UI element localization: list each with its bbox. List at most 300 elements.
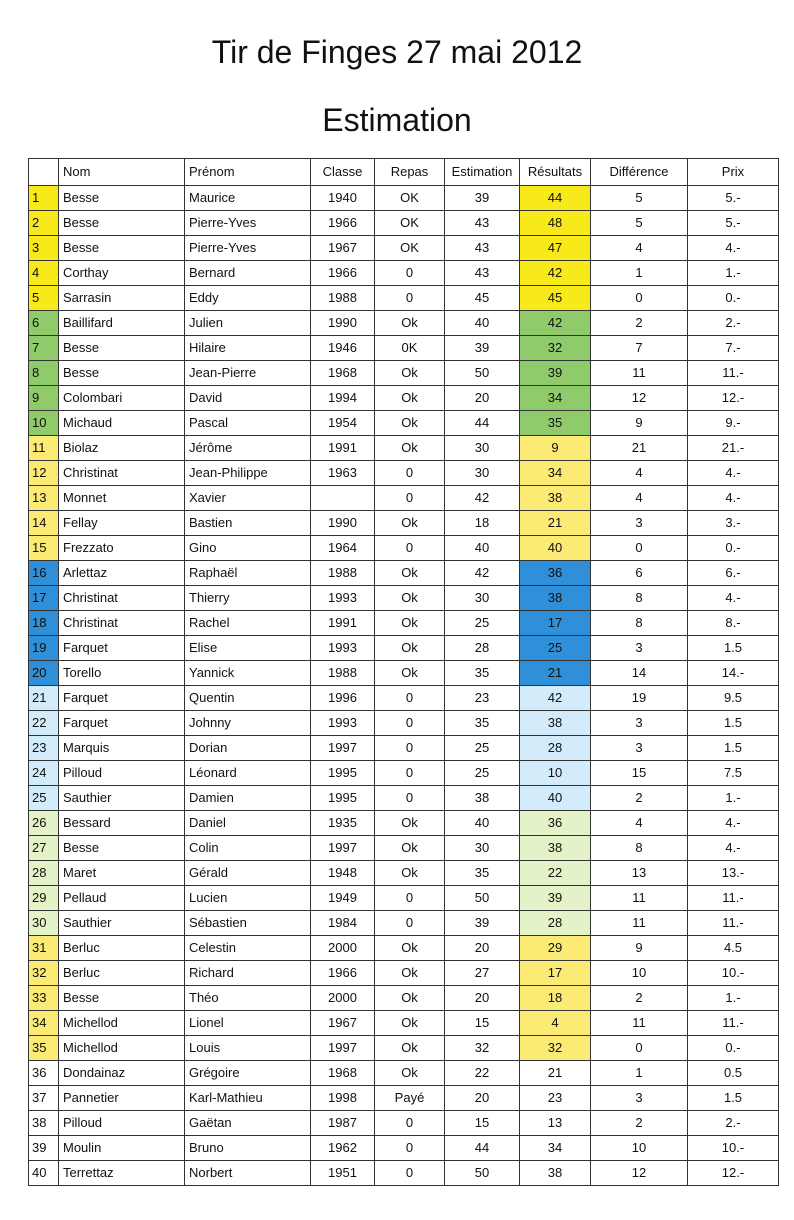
cell-classe: 1993 [311, 711, 375, 736]
cell-classe: 1993 [311, 586, 375, 611]
cell-difference: 0 [591, 1036, 688, 1061]
cell-num: 30 [29, 911, 59, 936]
cell-resultats: 36 [520, 811, 591, 836]
cell-num: 40 [29, 1161, 59, 1186]
cell-num: 36 [29, 1061, 59, 1086]
cell-nom: Terrettaz [59, 1161, 185, 1186]
header-difference: Différence [591, 159, 688, 186]
cell-repas: Ok [375, 961, 445, 986]
cell-prenom: Sébastien [185, 911, 311, 936]
cell-repas: Ok [375, 986, 445, 1011]
cell-num: 37 [29, 1086, 59, 1111]
cell-estimation: 15 [445, 1011, 520, 1036]
cell-repas: 0 [375, 761, 445, 786]
cell-repas: Ok [375, 936, 445, 961]
cell-classe: 1988 [311, 661, 375, 686]
cell-prenom: Jean-Philippe [185, 461, 311, 486]
cell-resultats: 18 [520, 986, 591, 1011]
cell-prenom: David [185, 386, 311, 411]
cell-prenom: Pierre-Yves [185, 236, 311, 261]
cell-estimation: 40 [445, 536, 520, 561]
cell-estimation: 43 [445, 236, 520, 261]
cell-num: 32 [29, 961, 59, 986]
table-row [29, 1161, 779, 1186]
cell-classe: 1951 [311, 1161, 375, 1186]
cell-repas: Payé [375, 1086, 445, 1111]
cell-classe: 1940 [311, 186, 375, 211]
cell-prenom: Karl-Mathieu [185, 1086, 311, 1111]
cell-resultats: 39 [520, 361, 591, 386]
cell-resultats: 45 [520, 286, 591, 311]
cell-classe: 2000 [311, 936, 375, 961]
cell-repas: Ok [375, 511, 445, 536]
table-body [29, 186, 779, 1186]
cell-estimation: 23 [445, 686, 520, 711]
cell-num: 3 [29, 236, 59, 261]
cell-repas: 0 [375, 536, 445, 561]
cell-difference: 10 [591, 961, 688, 986]
cell-nom: Dondainaz [59, 1061, 185, 1086]
cell-resultats: 17 [520, 961, 591, 986]
table-row [29, 1036, 779, 1061]
cell-num: 29 [29, 886, 59, 911]
cell-num: 38 [29, 1111, 59, 1136]
table-row [29, 811, 779, 836]
cell-num: 26 [29, 811, 59, 836]
cell-difference: 2 [591, 1111, 688, 1136]
cell-num: 33 [29, 986, 59, 1011]
cell-estimation: 28 [445, 636, 520, 661]
cell-prenom: Eddy [185, 286, 311, 311]
cell-classe: 1997 [311, 736, 375, 761]
cell-resultats: 35 [520, 411, 591, 436]
cell-prenom: Léonard [185, 761, 311, 786]
cell-repas: 0 [375, 486, 445, 511]
cell-estimation: 35 [445, 661, 520, 686]
cell-prix: 21.- [688, 436, 779, 461]
table-row [29, 786, 779, 811]
cell-difference: 3 [591, 736, 688, 761]
cell-num: 6 [29, 311, 59, 336]
cell-repas: 0 [375, 1111, 445, 1136]
cell-nom: Sauthier [59, 911, 185, 936]
cell-estimation: 35 [445, 711, 520, 736]
cell-estimation: 30 [445, 461, 520, 486]
cell-difference: 0 [591, 286, 688, 311]
page-title: Tir de Finges 27 mai 2012 [211, 34, 583, 70]
cell-difference: 12 [591, 1161, 688, 1186]
cell-classe: 1966 [311, 961, 375, 986]
cell-num: 4 [29, 261, 59, 286]
cell-repas: 0 [375, 261, 445, 286]
cell-repas: 0 [375, 711, 445, 736]
cell-estimation: 20 [445, 936, 520, 961]
cell-prix: 1.- [688, 261, 779, 286]
cell-classe: 1964 [311, 536, 375, 561]
cell-num: 16 [29, 561, 59, 586]
results-table [28, 158, 779, 1186]
cell-prix: 9.- [688, 411, 779, 436]
cell-estimation: 30 [445, 586, 520, 611]
cell-num: 34 [29, 1011, 59, 1036]
cell-prix: 4.- [688, 836, 779, 861]
cell-nom: Marquis [59, 736, 185, 761]
cell-classe: 1967 [311, 236, 375, 261]
cell-estimation: 44 [445, 1136, 520, 1161]
table-row [29, 636, 779, 661]
cell-difference: 19 [591, 686, 688, 711]
cell-prenom: Dorian [185, 736, 311, 761]
cell-prenom: Théo [185, 986, 311, 1011]
cell-prenom: Gaëtan [185, 1111, 311, 1136]
table-row [29, 761, 779, 786]
cell-num: 2 [29, 211, 59, 236]
cell-resultats: 21 [520, 1061, 591, 1086]
cell-classe: 1962 [311, 1136, 375, 1161]
cell-difference: 3 [591, 1086, 688, 1111]
cell-estimation: 25 [445, 736, 520, 761]
cell-resultats: 21 [520, 661, 591, 686]
table-row [29, 211, 779, 236]
cell-repas: OK [375, 186, 445, 211]
cell-repas: 0K [375, 336, 445, 361]
cell-prenom: Yannick [185, 661, 311, 686]
cell-difference: 2 [591, 311, 688, 336]
cell-resultats: 13 [520, 1111, 591, 1136]
cell-resultats: 23 [520, 1086, 591, 1111]
cell-estimation: 18 [445, 511, 520, 536]
cell-prix: 14.- [688, 661, 779, 686]
cell-resultats: 4 [520, 1011, 591, 1036]
cell-num: 18 [29, 611, 59, 636]
cell-classe: 1990 [311, 511, 375, 536]
cell-classe: 1946 [311, 336, 375, 361]
cell-repas: Ok [375, 586, 445, 611]
cell-prix: 10.- [688, 1136, 779, 1161]
cell-nom: Frezzato [59, 536, 185, 561]
cell-classe [311, 486, 375, 511]
cell-difference: 9 [591, 411, 688, 436]
cell-resultats: 25 [520, 636, 591, 661]
cell-nom: Berluc [59, 936, 185, 961]
cell-difference: 10 [591, 1136, 688, 1161]
cell-classe: 1949 [311, 886, 375, 911]
cell-repas: Ok [375, 636, 445, 661]
cell-resultats: 34 [520, 386, 591, 411]
cell-estimation: 43 [445, 211, 520, 236]
cell-difference: 15 [591, 761, 688, 786]
cell-prix: 1.5 [688, 1086, 779, 1111]
cell-prix: 12.- [688, 1161, 779, 1186]
table-row [29, 386, 779, 411]
cell-estimation: 15 [445, 1111, 520, 1136]
cell-prenom: Julien [185, 311, 311, 336]
cell-num: 23 [29, 736, 59, 761]
cell-nom: Christinat [59, 461, 185, 486]
table-row [29, 861, 779, 886]
cell-difference: 11 [591, 911, 688, 936]
cell-repas: 0 [375, 911, 445, 936]
cell-difference: 12 [591, 386, 688, 411]
cell-prenom: Jérôme [185, 436, 311, 461]
cell-nom: Besse [59, 336, 185, 361]
table-row [29, 261, 779, 286]
cell-repas: Ok [375, 611, 445, 636]
cell-nom: Pilloud [59, 761, 185, 786]
cell-estimation: 39 [445, 336, 520, 361]
cell-prix: 12.- [688, 386, 779, 411]
cell-classe: 1997 [311, 836, 375, 861]
cell-estimation: 32 [445, 1036, 520, 1061]
table-row [29, 236, 779, 261]
cell-nom: Berluc [59, 961, 185, 986]
table-row [29, 311, 779, 336]
cell-resultats: 32 [520, 1036, 591, 1061]
cell-prix: 10.- [688, 961, 779, 986]
cell-estimation: 38 [445, 786, 520, 811]
cell-num: 10 [29, 411, 59, 436]
cell-resultats: 28 [520, 736, 591, 761]
cell-estimation: 40 [445, 811, 520, 836]
cell-nom: Moulin [59, 1136, 185, 1161]
cell-classe: 1948 [311, 861, 375, 886]
cell-nom: Pannetier [59, 1086, 185, 1111]
cell-prix: 1.- [688, 986, 779, 1011]
table-row [29, 1136, 779, 1161]
cell-resultats: 17 [520, 611, 591, 636]
cell-prix: 11.- [688, 361, 779, 386]
table-row [29, 286, 779, 311]
cell-difference: 9 [591, 936, 688, 961]
cell-nom: Michellod [59, 1036, 185, 1061]
cell-repas: Ok [375, 386, 445, 411]
cell-repas: 0 [375, 886, 445, 911]
table-row [29, 986, 779, 1011]
cell-repas: 0 [375, 736, 445, 761]
cell-nom: Christinat [59, 611, 185, 636]
cell-difference: 11 [591, 1011, 688, 1036]
cell-num: 35 [29, 1036, 59, 1061]
cell-num: 7 [29, 336, 59, 361]
header-resultats: Résultats [520, 159, 591, 186]
cell-prix: 4.- [688, 461, 779, 486]
header-nom: Nom [59, 159, 185, 186]
cell-classe: 1987 [311, 1111, 375, 1136]
cell-num: 19 [29, 636, 59, 661]
cell-prenom: Pascal [185, 411, 311, 436]
cell-repas: OK [375, 211, 445, 236]
cell-prix: 5.- [688, 211, 779, 236]
cell-difference: 6 [591, 561, 688, 586]
cell-prenom: Bastien [185, 511, 311, 536]
cell-prenom: Maurice [185, 186, 311, 211]
header-num [29, 159, 59, 186]
cell-prix: 1.- [688, 786, 779, 811]
cell-resultats: 38 [520, 711, 591, 736]
cell-num: 27 [29, 836, 59, 861]
cell-repas: Ok [375, 861, 445, 886]
cell-prix: 4.- [688, 811, 779, 836]
cell-estimation: 30 [445, 836, 520, 861]
cell-difference: 0 [591, 536, 688, 561]
cell-repas: Ok [375, 436, 445, 461]
cell-resultats: 10 [520, 761, 591, 786]
cell-prenom: Pierre-Yves [185, 211, 311, 236]
cell-difference: 4 [591, 811, 688, 836]
cell-nom: Baillifard [59, 311, 185, 336]
cell-difference: 11 [591, 361, 688, 386]
header-repas: Repas [375, 159, 445, 186]
cell-nom: Besse [59, 186, 185, 211]
cell-repas: 0 [375, 1161, 445, 1186]
cell-prenom: Colin [185, 836, 311, 861]
cell-nom: Besse [59, 986, 185, 1011]
cell-prenom: Daniel [185, 811, 311, 836]
cell-prenom: Bruno [185, 1136, 311, 1161]
cell-resultats: 38 [520, 586, 591, 611]
cell-estimation: 35 [445, 861, 520, 886]
cell-resultats: 48 [520, 211, 591, 236]
cell-repas: Ok [375, 811, 445, 836]
cell-prix: 2.- [688, 311, 779, 336]
cell-estimation: 27 [445, 961, 520, 986]
table-row [29, 186, 779, 211]
cell-prix: 5.- [688, 186, 779, 211]
cell-prenom: Jean-Pierre [185, 361, 311, 386]
cell-prix: 7.- [688, 336, 779, 361]
cell-prenom: Raphaël [185, 561, 311, 586]
cell-difference: 3 [591, 511, 688, 536]
cell-resultats: 32 [520, 336, 591, 361]
cell-prix: 4.5 [688, 936, 779, 961]
cell-repas: 0 [375, 286, 445, 311]
cell-difference: 8 [591, 836, 688, 861]
table-row [29, 836, 779, 861]
cell-num: 1 [29, 186, 59, 211]
table-row [29, 436, 779, 461]
cell-prenom: Johnny [185, 711, 311, 736]
cell-prix: 9.5 [688, 686, 779, 711]
cell-nom: Besse [59, 211, 185, 236]
cell-repas: 0 [375, 686, 445, 711]
cell-difference: 8 [591, 611, 688, 636]
cell-num: 15 [29, 536, 59, 561]
cell-repas: Ok [375, 661, 445, 686]
cell-num: 21 [29, 686, 59, 711]
cell-classe: 1993 [311, 636, 375, 661]
cell-prenom: Lucien [185, 886, 311, 911]
table-row [29, 1111, 779, 1136]
table-row [29, 686, 779, 711]
cell-resultats: 21 [520, 511, 591, 536]
table-row [29, 936, 779, 961]
cell-nom: Michellod [59, 1011, 185, 1036]
cell-nom: Farquet [59, 686, 185, 711]
cell-resultats: 38 [520, 486, 591, 511]
cell-difference: 3 [591, 711, 688, 736]
cell-classe: 1998 [311, 1086, 375, 1111]
cell-estimation: 45 [445, 286, 520, 311]
table-row [29, 511, 779, 536]
cell-num: 20 [29, 661, 59, 686]
cell-prix: 2.- [688, 1111, 779, 1136]
cell-resultats: 38 [520, 1161, 591, 1186]
cell-num: 13 [29, 486, 59, 511]
cell-estimation: 20 [445, 986, 520, 1011]
header-row [29, 159, 779, 186]
cell-estimation: 44 [445, 411, 520, 436]
cell-num: 31 [29, 936, 59, 961]
cell-difference: 13 [591, 861, 688, 886]
cell-prix: 4.- [688, 486, 779, 511]
cell-repas: 0 [375, 461, 445, 486]
cell-prenom: Bernard [185, 261, 311, 286]
cell-resultats: 39 [520, 886, 591, 911]
cell-num: 17 [29, 586, 59, 611]
cell-estimation: 43 [445, 261, 520, 286]
page-subtitle: Estimation [322, 102, 472, 138]
cell-estimation: 42 [445, 486, 520, 511]
cell-classe: 1935 [311, 811, 375, 836]
cell-classe: 2000 [311, 986, 375, 1011]
cell-prix: 0.5 [688, 1061, 779, 1086]
cell-nom: Pellaud [59, 886, 185, 911]
table-row [29, 486, 779, 511]
cell-difference: 5 [591, 186, 688, 211]
cell-num: 39 [29, 1136, 59, 1161]
cell-prenom: Norbert [185, 1161, 311, 1186]
cell-repas: Ok [375, 311, 445, 336]
table-row [29, 461, 779, 486]
cell-estimation: 20 [445, 1086, 520, 1111]
cell-nom: Fellay [59, 511, 185, 536]
cell-resultats: 40 [520, 536, 591, 561]
cell-num: 24 [29, 761, 59, 786]
header-estimation: Estimation [445, 159, 520, 186]
table-row [29, 736, 779, 761]
cell-difference: 11 [591, 886, 688, 911]
cell-prenom: Quentin [185, 686, 311, 711]
cell-num: 28 [29, 861, 59, 886]
cell-difference: 4 [591, 486, 688, 511]
table-row [29, 1086, 779, 1111]
cell-resultats: 42 [520, 311, 591, 336]
cell-classe: 1963 [311, 461, 375, 486]
cell-classe: 1968 [311, 1061, 375, 1086]
cell-classe: 1968 [311, 361, 375, 386]
cell-estimation: 20 [445, 386, 520, 411]
cell-difference: 2 [591, 786, 688, 811]
cell-estimation: 50 [445, 886, 520, 911]
cell-resultats: 38 [520, 836, 591, 861]
cell-nom: Michaud [59, 411, 185, 436]
cell-nom: Torello [59, 661, 185, 686]
cell-classe: 1997 [311, 1036, 375, 1061]
cell-prix: 0.- [688, 286, 779, 311]
cell-classe: 1995 [311, 761, 375, 786]
cell-num: 25 [29, 786, 59, 811]
cell-resultats: 42 [520, 261, 591, 286]
cell-difference: 7 [591, 336, 688, 361]
cell-estimation: 50 [445, 361, 520, 386]
cell-prix: 13.- [688, 861, 779, 886]
cell-nom: Sauthier [59, 786, 185, 811]
cell-estimation: 42 [445, 561, 520, 586]
cell-repas: Ok [375, 411, 445, 436]
table-row [29, 336, 779, 361]
cell-repas: 0 [375, 786, 445, 811]
table-row [29, 586, 779, 611]
